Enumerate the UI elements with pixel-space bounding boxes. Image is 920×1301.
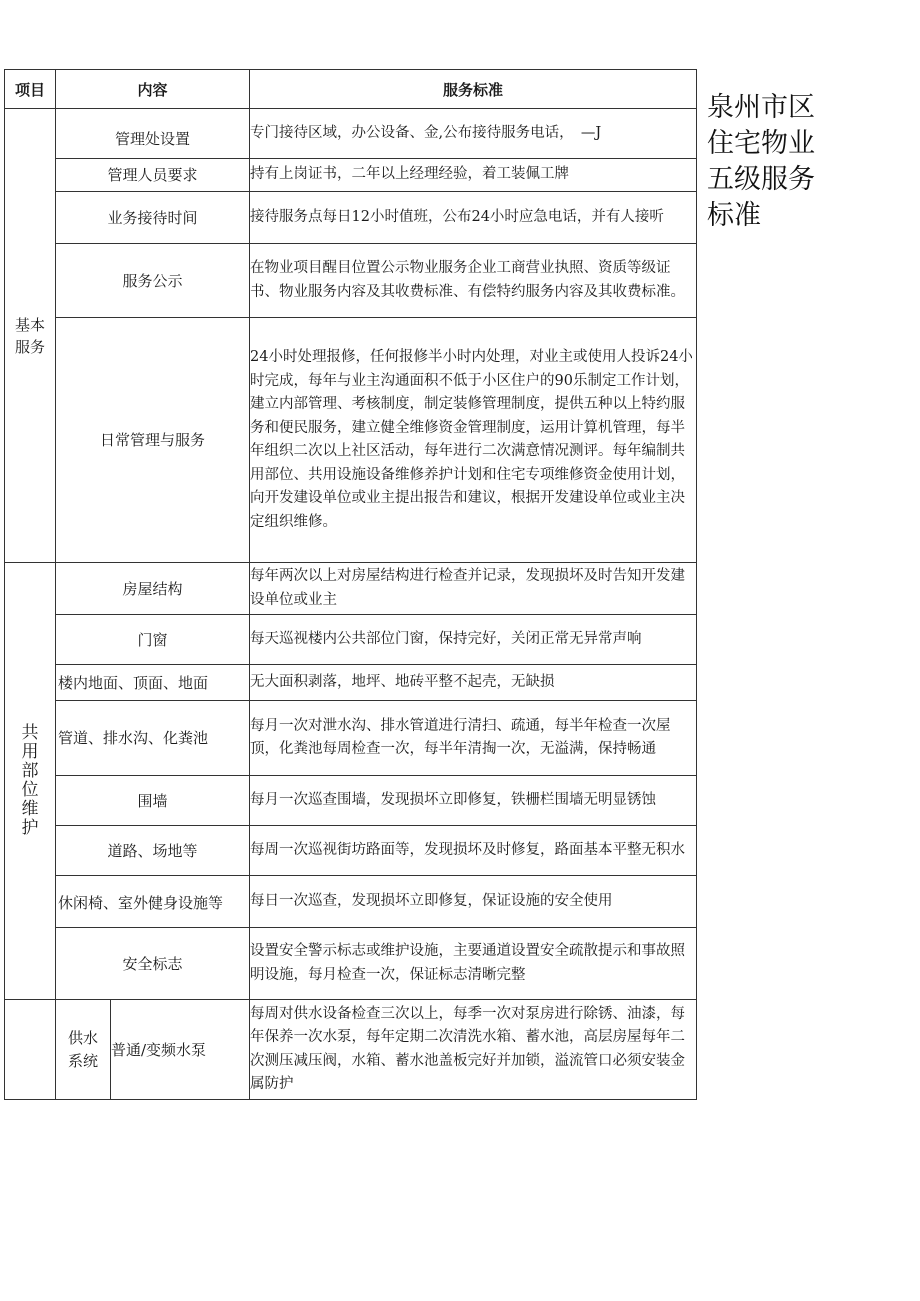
table-row [5, 701, 697, 776]
standard-text: 持有上岗证书，二年以上经理经验，着工装佩工牌 [250, 159, 697, 192]
service-standard-table [4, 69, 697, 1100]
item-label: 管理人员要求 [56, 159, 250, 192]
table-row [5, 876, 697, 928]
standard-text: 每周对供水设备检查三次以上，每季一次对泵房进行除锈、油漆，每年保养一次水泵，每年定期二次清洗水箱、蓄水池，高层房屋每年二次测压减压阀，水箱、蓄水池盖板完好并加锁，溢流管口必须安装金属防护 [250, 1000, 697, 1100]
item-label: 房屋结构 [56, 563, 250, 615]
item-label: 业务接待时间 [56, 192, 250, 244]
standard-text: 每年两次以上对房屋结构进行检查并记录，发现损坏及时告知开发建设单位或业主 [250, 563, 697, 615]
item-label: 普通/变频水泵 [111, 1000, 250, 1100]
item-label: 道路、场地等 [56, 826, 250, 876]
item-label: 管道、排水沟、化粪池 [56, 701, 250, 776]
category-equipment [5, 1000, 56, 1100]
header-content: 内容 [56, 70, 250, 109]
table-row [5, 1000, 697, 1100]
standard-text: 接待服务点每日12小时值班，公布24小时应急电话，并有人接听 [250, 192, 697, 244]
standard-text: 每月一次对泄水沟、排水管道进行清扫、疏通，每半年检查一次屋顶，化粪池每周检查一次，每半年清掏一次，无溢满，保持畅通 [250, 701, 697, 776]
table-row [5, 318, 697, 563]
table-header-row [5, 70, 697, 109]
item-label: 日常管理与服务 [56, 318, 250, 563]
header-standard: 服务标准 [250, 70, 697, 109]
item-label: 管理处设置 [56, 109, 250, 159]
standard-text: 每周一次巡视街坊路面等，发现损坏及时修复，路面基本平整无积水 [250, 826, 697, 876]
standard-text: 无大面积剥落，地坪、地砖平整不起壳，无缺损 [250, 665, 697, 701]
standard-text: 专门接待区域，办公设备、金,公布接待服务电话， —J [250, 109, 697, 159]
table-row [5, 826, 697, 876]
table-row [5, 192, 697, 244]
item-label: 围墙 [56, 776, 250, 826]
standard-text: 24小时处理报修，任何报修半小时内处理，对业主或使用人投诉24小时完成，每年与业主沟通面积不低于小区住户的90乐制定工作计划，建立内部管理、考核制度，制定装修管理制度，提供五种以上特约服务和便民服务，建立健全维修资金管理制度，运用计算机管理，每半年组织二次以上社区活动，每年进行二次满意情况测评。每年编制共用部位、共用设施设备维修养护计划和住宅专项维修资金使用计划，向开发建设单位或业主提出报告和建议，根据开发建设单位或业主决定组织维修。 [250, 318, 697, 563]
table-row [5, 776, 697, 826]
table-row [5, 563, 697, 615]
table-row [5, 159, 697, 192]
standard-text: 每日一次巡查，发现损坏立即修复，保证设施的安全使用 [250, 876, 697, 928]
standard-text: 每天巡视楼内公共部位门窗，保持完好，关闭正常无异常声响 [250, 615, 697, 665]
standard-text: 在物业项目醒目位置公示物业服务企业工商营业执照、资质等级证书、物业服务内容及其收费标准、有偿特约服务内容及其收费标准。 [250, 244, 697, 318]
table-row [5, 244, 697, 318]
item-label: 楼内地面、顶面、地面 [56, 665, 250, 701]
subcategory-water-supply: 供水系统 [56, 1000, 111, 1100]
standard-text: 每月一次巡查围墙，发现损坏立即修复，铁栅栏围墙无明显锈蚀 [250, 776, 697, 826]
category-common: 共用部位维护 [5, 563, 56, 1000]
header-project: 项目 [5, 70, 56, 109]
category-basic: 基本服务 [5, 109, 56, 563]
table-row [5, 615, 697, 665]
item-label: 门窗 [56, 615, 250, 665]
item-label: 安全标志 [56, 928, 250, 1000]
table-row [5, 665, 697, 701]
standard-text: 设置安全警示标志或维护设施，主要通道设置安全疏散提示和事故照明设施，每月检查一次，保证标志清晰完整 [250, 928, 697, 1000]
item-label: 休闲椅、室外健身设施等 [56, 876, 250, 928]
item-label: 服务公示 [56, 244, 250, 318]
document-title: 泉州市区住宅物业五级服务标准 [707, 92, 815, 231]
table-row [5, 109, 697, 159]
table-row [5, 928, 697, 1000]
